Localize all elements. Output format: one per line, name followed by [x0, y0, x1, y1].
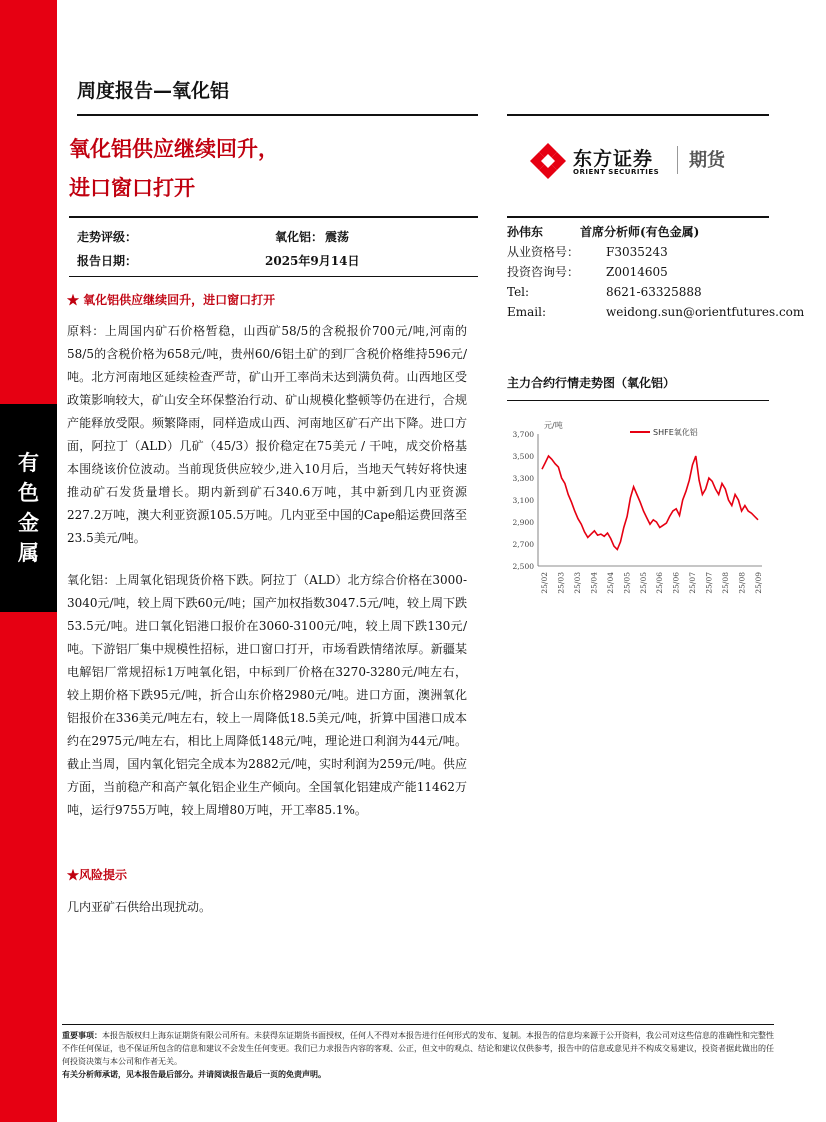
header-rule-left	[77, 114, 478, 116]
trend-item: 氧化铝：	[275, 230, 324, 244]
analyst-field-value: Z0014605	[606, 265, 668, 279]
x-tick-label: 25/06	[655, 572, 665, 594]
logo-futures-text: 期货	[689, 150, 725, 171]
analyst-info	[507, 216, 805, 322]
paragraph-raw-material: 原料：上周国内矿石价格暂稳，山西矿58/5的含税报价700元/吨,河南的58/5的含税价格为658元/吨，贵州60/6铝土矿的到厂含税价格维持596元/吨。北方河南地区延续检查严苛，矿山开工率尚未达到满负荷。山西地区受政策影响较大，矿山安全环保整治行动、矿山规模化整顿等仍在进行，合规产能释放受限。频繁降雨，同样造成山西、河南地区矿石产出下降。进口方面，阿拉丁（ALD）几矿（45/3）报价稳定在75美元 / 干吨，成交价格基本围绕该价位波动。当前现货供应较少,进入10月后，当地天气转好将快速推动矿石发货量增长。期内新到矿石340.6万吨，其中新到几内亚资源227.2万吨，澳大利亚资源105.5万吨。几内亚至中国的Cape船运费回落至23.5美元/吨。	[67, 324, 467, 545]
disclaimer-heading: 重要事项：	[62, 1030, 102, 1040]
category-char: 金	[18, 511, 39, 535]
x-tick-label: 25/04	[605, 572, 615, 594]
analyst-email[interactable]: weidong.sun@orientfutures.com	[606, 305, 805, 319]
analyst-field-label: 投资咨询号：	[507, 265, 580, 279]
category-char: 属	[18, 541, 39, 565]
analyst-field-label: Tel:	[507, 285, 530, 299]
x-tick-label: 25/08	[737, 572, 747, 594]
paragraph-risk: 几内亚矿石供给出现扰动。	[67, 900, 212, 914]
rating-box	[69, 216, 478, 277]
analyst-title: 首席分析师(有色金属)	[580, 225, 700, 239]
x-tick-label: 25/03	[556, 572, 566, 594]
trend-value: 震荡	[325, 230, 350, 244]
category-char: 色	[18, 481, 39, 505]
section-title-summary: ★ 氧化铝供应继续回升，进口窗口打开	[67, 293, 276, 307]
analyst-commitment-note: 有关分析师承诺，见本报告最后部分。并请阅读报告最后一页的免责声明。	[62, 1069, 326, 1079]
company-logo	[529, 140, 739, 180]
disclaimer-text: 本报告版权归上海东证期货有限公司所有。未获得东证期货书面授权，任何人不得对本报告进行任何形式的发布、复制。本报告的信息均来源于公开资料，我公司对这些信息的准确性和完整性不作任何保证，也不保证所包含的信息和建议不会发生任何变更。我们已力求报告内容的客观、公正，但文中的观点、结论和建议仅供参考，报告中的信息或意见并不构成交易建议，投资者据此做出的任何投资决策与本公司和作者无关。	[62, 1031, 774, 1066]
x-tick-label: 25/07	[688, 572, 698, 594]
price-trend-chart	[500, 408, 770, 613]
x-tick-label: 25/05	[638, 572, 648, 594]
x-tick-label: 25/05	[622, 572, 632, 594]
chart-title: 主力合约行情走势图（氧化铝）	[507, 376, 676, 390]
category-label	[0, 404, 57, 612]
logo-cn-text: 东方证券	[573, 148, 654, 170]
date-label: 报告日期：	[77, 254, 138, 268]
category-char: 有	[18, 451, 39, 475]
logo-en-text: ORIENT SECURITIES	[573, 168, 660, 176]
headline-line-2: 进口窗口打开	[69, 176, 195, 200]
y-tick-label: 3,500	[512, 452, 534, 461]
series-line	[542, 456, 758, 550]
analyst-field-value: F3035243	[606, 245, 668, 259]
x-tick-label: 25/04	[589, 572, 599, 594]
legend-label: SHFE氧化铝	[653, 428, 698, 437]
logo-separator	[677, 146, 678, 174]
analyst-name: 孙伟东	[507, 225, 544, 239]
y-tick-label: 3,700	[512, 430, 534, 439]
logo-mark-icon	[529, 142, 567, 180]
y-tick-label: 3,300	[512, 474, 534, 483]
headline-line-1: 氧化铝供应继续回升，	[69, 137, 279, 161]
date-value: 2025年9月14日	[265, 254, 360, 268]
headline	[69, 130, 279, 208]
analyst-field-value: 8621-63325888	[606, 285, 702, 299]
x-tick-label: 25/02	[540, 572, 549, 594]
x-tick-label: 25/06	[671, 572, 681, 594]
y-tick-label: 2,700	[512, 540, 534, 549]
y-tick-label: 2,500	[512, 562, 534, 571]
header-rule-right	[507, 114, 769, 116]
x-tick-label: 25/09	[754, 572, 763, 594]
x-tick-label: 25/07	[704, 572, 714, 594]
x-tick-label: 25/08	[721, 572, 731, 594]
y-tick-label: 2,900	[512, 518, 534, 527]
disclaimer-footer	[62, 1024, 774, 1081]
trend-label: 走势评级：	[77, 230, 138, 244]
report-type-title: 周度报告—氧化铝	[77, 80, 230, 102]
paragraph-alumina: 氧化铝：上周氧化铝现货价格下跌。阿拉丁（ALD）北方综合价格在3000-3040元/吨，较上周下跌60元/吨；国产加权指数3047.5元/吨，较上周下跌53.5元/吨。进口氧化铝港口报价在3060-3100元/吨，较上周下跌130元/吨。下游铝厂集中规模性招标，进口窗口打开，市场看跌情绪浓厚。新疆某电解铝厂常规招标1万吨氧化铝，中标到厂价格在3270-3280元/吨左右，较上期价格下跌95元/吨，折合山东价格2980元/吨。进口方面，澳洲氧化铝报价在336美元/吨左右，较上一周降低18.5美元/吨，折算中国港口成本约在2975元/吨左右，相比上周降低148元/吨，理论进口利润为44元/吨。截止当周，国内氧化铝完全成本为2882元/吨，实时利润为259元/吨。供应方面，当前稳产和高产氧化铝企业生产倾向。全国氧化铝建成产能11462万吨，运行9755万吨，较上周增80万吨，开工率85.1%。	[67, 573, 467, 817]
analyst-field-label: 从业资格号：	[507, 245, 580, 259]
analyst-field-label: Email:	[507, 305, 547, 319]
chart-title-rule	[507, 400, 769, 401]
y-axis-unit-label: 元/吨	[544, 421, 563, 430]
section-title-risk: ★风险提示	[67, 868, 128, 882]
x-tick-label: 25/03	[572, 572, 582, 594]
y-tick-label: 3,100	[512, 496, 534, 505]
